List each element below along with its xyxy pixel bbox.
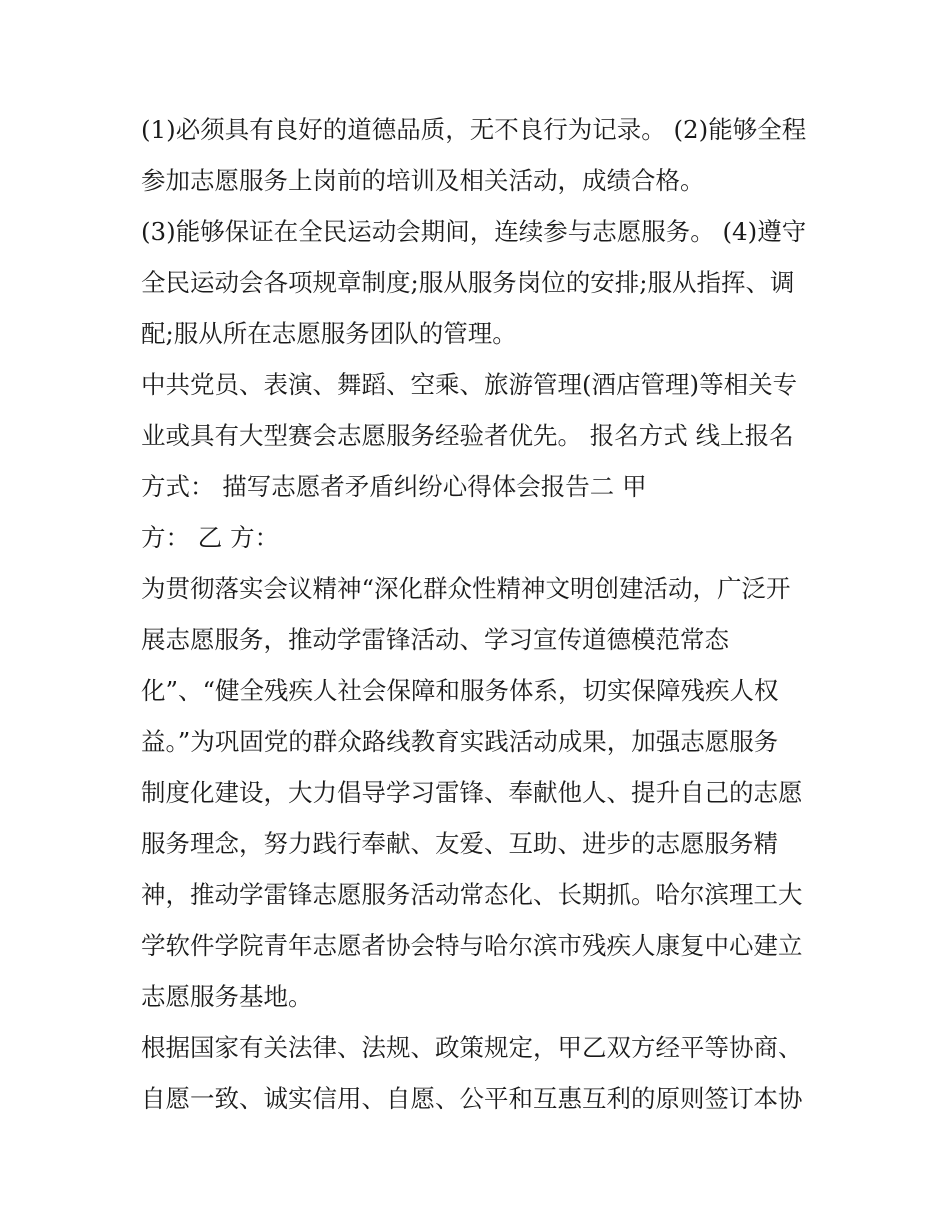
text-line-8: 方式： 描写志愿者矛盾纠纷心得体会报告二 甲 xyxy=(141,472,647,501)
text-line-19: 根据国家有关法律、法规、政策规定，甲乙双方经平等协商、 xyxy=(141,1033,803,1062)
text-line-13: 益。”为巩固党的群众路线教育实践活动成果，加强志愿服务 xyxy=(141,727,779,756)
text-line-5: 配;服从所在志愿服务团队的管理。 xyxy=(141,319,517,348)
text-line-1: (1)必须具有良好的道德品质，无不良行为记录。 (2)能够全程 xyxy=(141,115,807,144)
text-line-15: 服务理念，努力践行奉献、友爱、互助、进步的志愿服务精 xyxy=(141,829,778,858)
text-line-6: 中共党员、表演、舞蹈、空乘、旅游管理(酒店管理)等相关专 xyxy=(141,370,798,399)
text-line-12: 化”、“健全残疾人社会保障和服务体系，切实保障残疾人权 xyxy=(141,676,779,705)
text-line-11: 展志愿服务，推动学雷锋活动、学习宣传道德模范常态 xyxy=(141,625,729,654)
text-line-10: 为贯彻落实会议精神“深化群众性精神文明创建活动，广泛开 xyxy=(141,574,791,603)
text-line-17: 学软件学院青年志愿者协会特与哈尔滨市残疾人康复中心建立 xyxy=(141,931,803,960)
text-line-14: 制度化建设，大力倡导学习雷锋、奉献他人、提升自己的志愿 xyxy=(141,778,803,807)
text-line-20: 自愿一致、诚实信用、自愿、公平和互惠互利的原则签订本协 xyxy=(141,1084,803,1113)
text-line-18: 志愿服务基地。 xyxy=(141,982,313,1011)
text-line-7: 业或具有大型赛会志愿服务经验者优先。 报名方式 线上报名 xyxy=(141,421,794,450)
text-line-3: (3)能够保证在全民运动会期间，连续参与志愿服务。 (4)遵守 xyxy=(141,217,807,246)
text-line-4: 全民运动会各项规章制度;服从服务岗位的安排;服从指挥、调 xyxy=(141,268,795,297)
text-line-9: 方： 乙 方： xyxy=(141,523,280,552)
text-line-16: 神，推动学雷锋志愿服务活动常态化、长期抓。哈尔滨理工大 xyxy=(141,880,803,909)
document-body xyxy=(141,104,813,1124)
text-line-2: 参加志愿服务上岗前的培训及相关活动，成绩合格。 xyxy=(141,166,705,195)
